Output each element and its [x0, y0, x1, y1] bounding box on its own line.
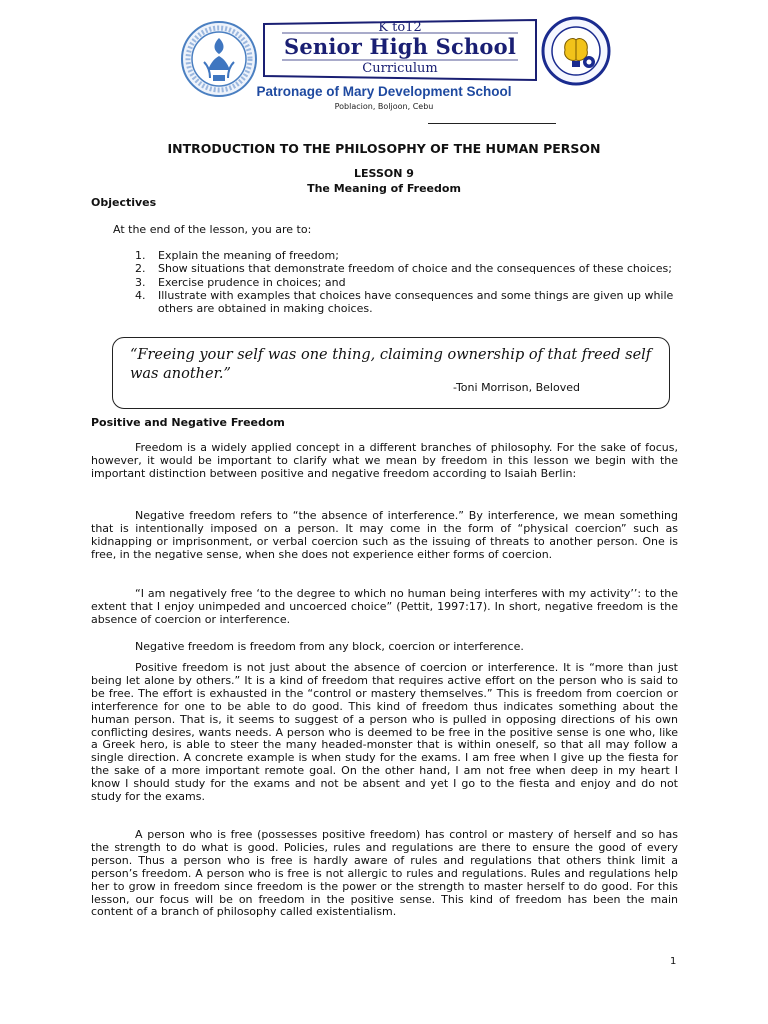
paragraph: Negative freedom is freedom from any block, coercion or interference.	[135, 640, 524, 653]
brain-gear-seal-icon	[541, 16, 611, 86]
objective-item	[135, 289, 675, 316]
school-name	[0, 84, 768, 99]
school-address: Poblacion, Boljoon, Cebu	[334, 102, 434, 111]
paragraph: Positive freedom is not just about the absence of coercion or interference. It is “more than just being let alone by others.” It is a kind of freedom that requires active effort on the person who is said to be free. The effort is exhausted in the “control or mastery themselves.” This is freedom from coercion or interference for one to be able to do good. This kind of freedom thus indicates something about the human person. That is, it seems to suggest of a person who is pulled in opposing directions of his own conflicting desires, wants needs. A person who is deemed to be free in the positive sense is one who, like a Greek hero, is able to steer the many headed-monster that is within oneself, so that all may follow a single direction. A concrete example is when study for the exams. I am free when I give up the fiesta for the sake of a more important remote goal. On the other hand, I am not free when deep in my heart I know I should study for the exams and not be absent and yet I go to the fiesta and enjoy and do not study for the exams.	[91, 661, 678, 804]
paragraph: “I am negatively free ‘to the degree to which no human being interferes with my activity’’: to the extent that I enjoy unimpeded and uncoerced choice” (Pettit, 1997:17). In short, negative freedom is the absence of coercion or interference.	[91, 587, 678, 626]
page-header	[0, 0, 768, 125]
header-divider	[428, 123, 556, 124]
quote-author: -Toni Morrison, Beloved	[453, 381, 580, 394]
paragraph: A person who is free (possesses positive freedom) has control or mastery of herself and so has the strength to do what is good. Policies, rules and regulations are there to ensure the good of every person. Thus a person who is free is hardly aware of rules and regulations that others think limit a person’s freedom. A person who is free is not allergic to rules and regulations. Rules and regulations help her to grow in freedom since freedom is the power or the strength to master herself to do good. For this lesson, our focus will be on freedom in the positive sense. This kind of freedom has been the main content of a branch of philosophy called existentialism.	[91, 828, 678, 919]
objective-number: 2.	[135, 262, 146, 276]
school-name-text: Patronage of Mary Development School	[256, 84, 512, 99]
objective-number: 4.	[135, 288, 146, 302]
banner-senior-high-school: Senior High School	[283, 34, 517, 59]
program-banner	[262, 18, 538, 82]
objective-text: Explain the meaning of freedom;	[158, 249, 339, 262]
document-title: INTRODUCTION TO THE PHILOSOPHY OF THE HUMAN PERSON	[167, 141, 601, 156]
objective-text: Show situations that demonstrate freedom of choice and the consequences of these choices;	[158, 262, 672, 276]
objectives-list	[135, 249, 675, 315]
quote-box	[112, 337, 670, 409]
objectives-heading: Objectives	[91, 196, 157, 209]
objectives-intro: At the end of the lesson, you are to:	[113, 223, 312, 236]
objective-number: 1.	[135, 249, 146, 262]
page-number: 1	[670, 956, 677, 967]
objective-text: Illustrate with examples that choices have consequences and some things are given up while others are obtained in making choices.	[158, 288, 674, 316]
objective-item	[135, 262, 675, 275]
section-heading: Positive and Negative Freedom	[91, 416, 285, 429]
quote-text: “Freeing your self was one thing, claiming ownership of that freed self was another.”	[130, 347, 652, 382]
lesson-title: The Meaning of Freedom	[307, 182, 461, 195]
paragraph: Negative freedom refers to “the absence of interference.” By interference, we mean something that is intentionally imposed on a person. It may come in the form of “physical coercion” such as kidnapping or imprisonment, or verbal coercion such as the issuing of threats to another person. One is free, in the negative sense, when she does not experience either forms of coercion.	[91, 509, 678, 561]
paragraph: Freedom is a widely applied concept in a different branches of philosophy. For the sake of focus, however, it would be important to clarify what we mean by freedom in this lesson we begin with the important distinction between positive and negative freedom according to Isaiah Berlin:	[91, 441, 678, 480]
objective-number: 3.	[135, 275, 146, 289]
objective-item	[135, 249, 675, 262]
lesson-number: LESSON 9	[354, 167, 414, 180]
objective-text: Exercise prudence in choices; and	[158, 275, 346, 289]
banner-curriculum: Curriculum	[362, 61, 438, 76]
objective-item	[135, 276, 675, 289]
banner-k12: K to12	[378, 20, 422, 35]
